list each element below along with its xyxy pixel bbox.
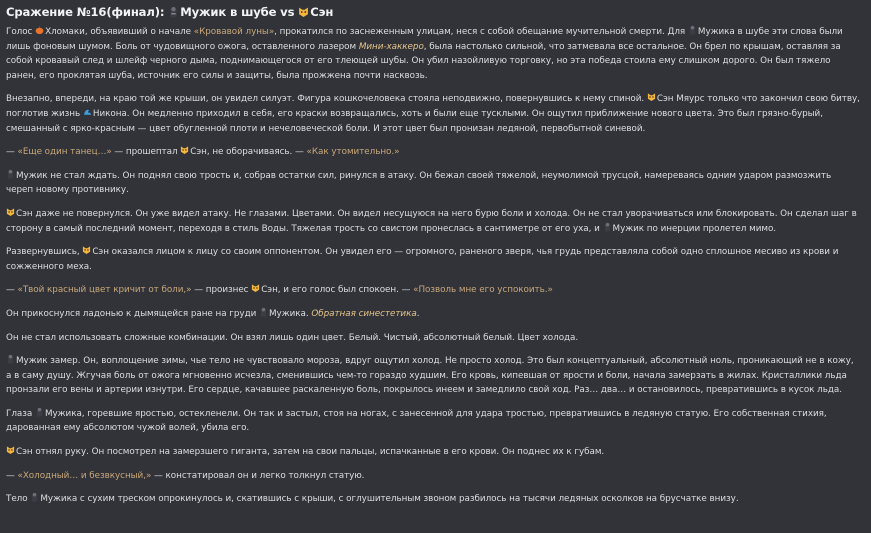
- paragraph-13: — «Холодный… и безвкусный,» — констатировал он и легко толкнул статую.: [6, 470, 365, 481]
- quote-red-color: «Твой красный цвет кричит от боли,»: [17, 285, 192, 296]
- paragraph-14: Тело Мужика с сухим треском опрокинулось и, скатившись с крыши, с оглушительным звоном разбилось на тысячи ледяных осколков на брусчатке внизу.: [6, 494, 739, 505]
- man-in-fur-coat-icon: [259, 307, 268, 317]
- man-in-fur-coat-icon: [688, 25, 697, 35]
- man-in-fur-coat-icon: [35, 407, 44, 417]
- paragraph-7: — «Твой красный цвет кричит от боли,» — произнес Сэн, и его голос был спокоен. — «Позволь мне его успокоить.»: [6, 285, 553, 296]
- mini-hakkero-name: Мини-хаккеро: [358, 41, 424, 52]
- cat-face-icon: [298, 6, 309, 18]
- paragraph-12: Сэн отнял руку. Он посмотрел на замерзшего гиганта, затем на свои пальцы, испачканные в его крови. Он поднес их к губам.: [6, 445, 861, 460]
- quote-cold-tasteless: «Холодный… и безвкусный,»: [17, 470, 152, 481]
- cat-face-icon: [82, 245, 91, 255]
- paragraph-4: Мужик не стал ждать. Он поднял свою трость и, собрав остатки сил, ринулся в атаку. Он бежал своей тяжелой, неумолимой трусцой, намереваясь одним ударом размозжить череп новому противнику.: [6, 170, 832, 196]
- paragraph-10: Мужик замер. Он, воплощение зимы, чье тело не чувствовало мороза, вдруг ощутил холод. Не просто холод. Это был концептуальный, абсолютный ноль, проникающий не в кожу, а в саму душу. Жгучая боль от ожога мгновенно исчезла, сменившись чем-то гораздо худшим. Его кровь, кипевшая от ярости и боли, начала замерзать в жилах. Кристаллики льда пронзали его вены и артерии изнутри. Его сердце, качавшее раскаленную боль, покрылось инеем и замедлило свой ход. Раз… два… и остановилось, превратившись в кусок льда.: [6, 356, 854, 396]
- title-fighter-2: Сэн: [310, 5, 334, 19]
- man-in-fur-coat-icon: [6, 169, 15, 179]
- paragraph-3: — «Еще один танец…» — прошептал Сэн, не оборачиваясь. — «Как утомительно.»: [6, 147, 400, 158]
- message-title: [6, 5, 861, 19]
- cat-face-icon: [6, 207, 15, 217]
- man-in-fur-coat-icon: [6, 354, 15, 364]
- man-in-fur-coat-icon: [603, 222, 612, 232]
- pumpkin-icon: [35, 25, 44, 35]
- paragraph-2: Внезапно, впереди, на краю той же крыши, он увидел силуэт. Фигура кошкочеловека стояла неподвижно, повернувшись к нему спиной. Сэн Мяурс только что закончил свою битву, поглотив жизнь Никона. Он медленно приходил в себя, его краски возвращались, хоть и были еще тусклыми. Он ощутил приближение нового цвета. Это был грязно-бурый, смешанный с ярко-красным — цвет обугленной плоти и нечеловеческой боли. И этот цвет был пронизан ледяной, первобытной синевой.: [6, 94, 860, 134]
- paragraph-11: Глаза Мужика, горевшие яростью, остекленели. Он так и застыл, стоя на ногах, с занесенной для удара тростью, превратившись в ледяную статую. Его собственная стихия, дарованная ему абсолютом чужой волей, убила его.: [6, 408, 827, 434]
- paragraph-1: Голос Хломаки, объявивший о начале «Кровавой луны», прокатился по заснеженным улицам, неся с собой обещание мучительной смерти. Для Мужика в шубе эти слова были лишь фоновым шумом. Боль от чудовищного ожога, оставленного лазером Мини-хаккеро, была настолько сильной, что затмевала все остальное. Он брел по крышам, оставляя за собой кровавый след и шлейф черного дыма, поднимающегося от его тлеющей шубы. Он убил назойливую торговку, но эта победа стоила ему слишком дорого. Он был тяжело ранен, его проклятая шуба, источник его силы и защиты, была прожжена почти насквозь.: [6, 27, 843, 81]
- quote-one-more-dance: «Еще один танец…»: [17, 147, 112, 158]
- cat-face-icon: [180, 145, 189, 155]
- quote-let-me-calm: «Позволь мне его успокоить.»: [413, 285, 553, 296]
- title-fighter-1: Мужик в шубе: [180, 5, 277, 19]
- cat-face-icon: [647, 92, 656, 102]
- title-vs: vs: [276, 5, 299, 19]
- paragraph-9: Он не стал использовать сложные комбинации. Он взял лишь один цвет. Белый. Чистый, абсолютный белый. Цвет холода.: [6, 332, 579, 343]
- cat-face-icon: [6, 445, 15, 455]
- quote-blood-moon: «Кровавой луны»: [193, 27, 275, 37]
- title-prefix: Сражение №16(финал):: [6, 5, 169, 19]
- man-in-fur-coat-icon: [168, 6, 179, 18]
- man-in-fur-coat-icon: [30, 492, 39, 502]
- paragraph-5: Сэн даже не повернулся. Он уже видел атаку. Не глазами. Цветами. Он видел несущуюся на него бурю боли и холода. Он не стал уворачиваться или блокировать. Он сделал шаг в сторону в самый последний момент, переходя в стиль Воды. Тяжелая трость со свистом пронеслась в сантиметре от его уха, и Мужик по инерции пролетел мимо.: [6, 208, 857, 234]
- cat-face-icon: [251, 283, 260, 293]
- paragraph-6: Развернувшись, Сэн оказался лицом к лицу со своим оппонентом. Он увидел его — огромного, раненого зверя, чья грудь представляла собой одно сплошное месиво из крови и сожженного меха.: [6, 247, 839, 272]
- quote-how-tiresome: «Как утомительно.»: [306, 147, 400, 158]
- paragraph-8: Он прикоснулся ладонью к дымящейся ране на груди Мужика. Обратная синестетика.: [6, 308, 420, 319]
- reverse-synesthetics: Обратная синестетика: [311, 308, 417, 319]
- water-wave-icon: [83, 107, 92, 117]
